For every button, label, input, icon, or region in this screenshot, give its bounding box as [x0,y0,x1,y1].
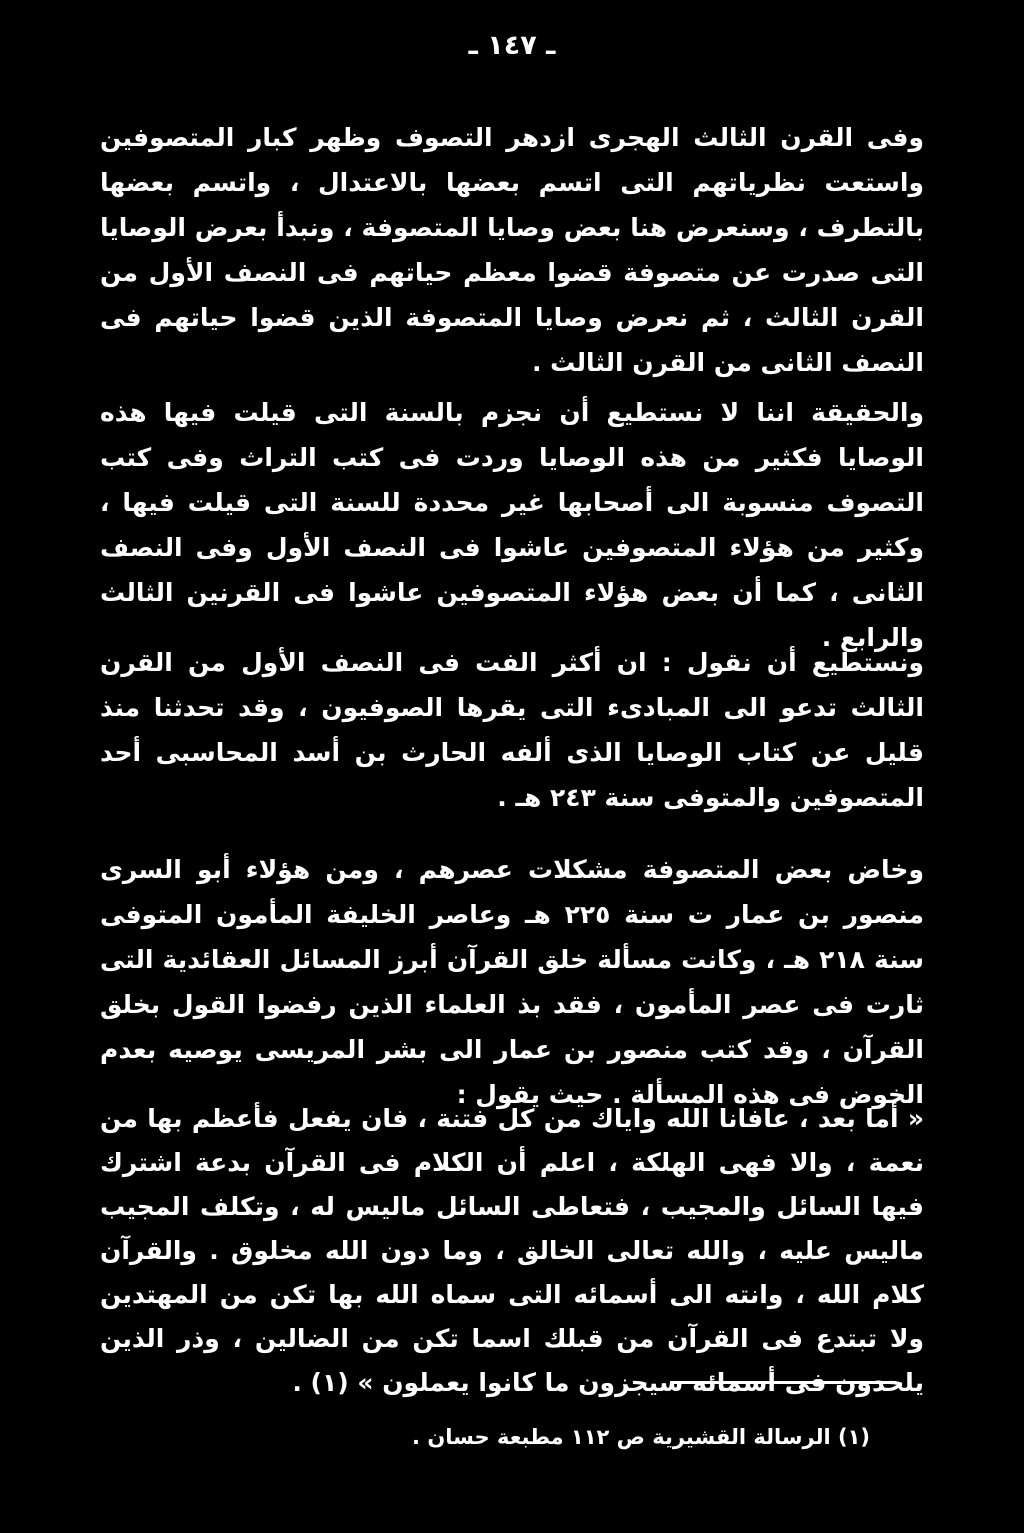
footnote-divider [670,1381,896,1384]
paragraph-third-century: وفى القرن الثالث الهجرى ازدهر التصوف وظهر كبار المتصوفين واستعت نظرياتهم التى اتسم بعضها بالاعتدال ، واتسم بعضها بالتطرف ، وسنعرض هنا بعض وصايا المتصوفة ، ونبدأ بعرض الوصايا التى صدرت عن متصوفة قضوا معظم حياتهم فى النصف الأول من القرن الثالث ، ثم نعرض وصايا المتصوفة الذين قضوا حياتهم فى النصف الثانى من القرن الثالث . [100,123,924,377]
page-number: ـ ١٤٧ ـ [468,30,556,61]
footnote: (١) الرسالة القشيرية ص ١١٢ مطبعة حسان . [412,1425,870,1449]
paragraph-first-half: ونستطيع أن نقول : ان أكثر الفت فى النصف الأول من القرن الثالث تدعو الى المبادىء التى يقرها الصوفيون ، وقد تحدثنا منذ قليل عن كتاب الوصايا الذى ألفه الحارث بن أسد المحاسبى أحد المتصوفين والمتوفى سنة ٢٤٣ هـ . [100,648,924,812]
paragraph-mansour-bin-ammar: وخاض بعض المتصوفة مشكلات عصرهم ، ومن هؤلاء أبو السرى منصور بن عمار ت سنة ٢٢٥ هـ وعاصر الخليفة المأمون المتوفى سنة ٢١٨ هـ ، وكانت مسألة خلق القرآن أبرز المسائل العقائدية التى ثارت فى عصر المأمون ، فقد بذ العلماء الذين رفضوا القول بخلق القرآن ، وقد كتب منصور بن عمار الى بشر المريسى يوصيه بعدم الخوض فى هذه المسألة . حيث يقول : [100,855,924,1109]
quoted-letter: « أما بعد ، عافانا الله واياك من كل فتنة ، فان يفعل فأعظم بها من نعمة ، والا فهى الهلكة ، اعلم أن الكلام فى القرآن بدعة اشترك فيها السائل والمجيب ، فتعاطى السائل ماليس له ، وتكلف المجيب ماليس عليه ، والله تعالى الخالق ، وما دون الله مخلوق . والقرآن كلام الله ، وانته الى أسمائه التى سماه الله بها تكن من المهتدين ولا تبتدع فى القرآن من قبلك اسما تكن من الضالين ، وذر الذين يلحدون فى أسمائه سيجزون ما كانوا يعملون » (١) . [100,1104,924,1397]
paragraph-dating-note: والحقيقة اننا لا نستطيع أن نجزم بالسنة التى قيلت فيها هذه الوصايا فكثير من هذه الوصايا وردت فى كتب التراث وفى كتب التصوف منسوبة الى أصحابها غير محددة للسنة التى قيلت فيها ، وكثير من هؤلاء المتصوفين عاشوا فى النصف الأول وفى النصف الثانى ، كما أن بعض هؤلاء المتصوفين عاشوا فى القرنين الثالث والرابع . [100,398,924,652]
